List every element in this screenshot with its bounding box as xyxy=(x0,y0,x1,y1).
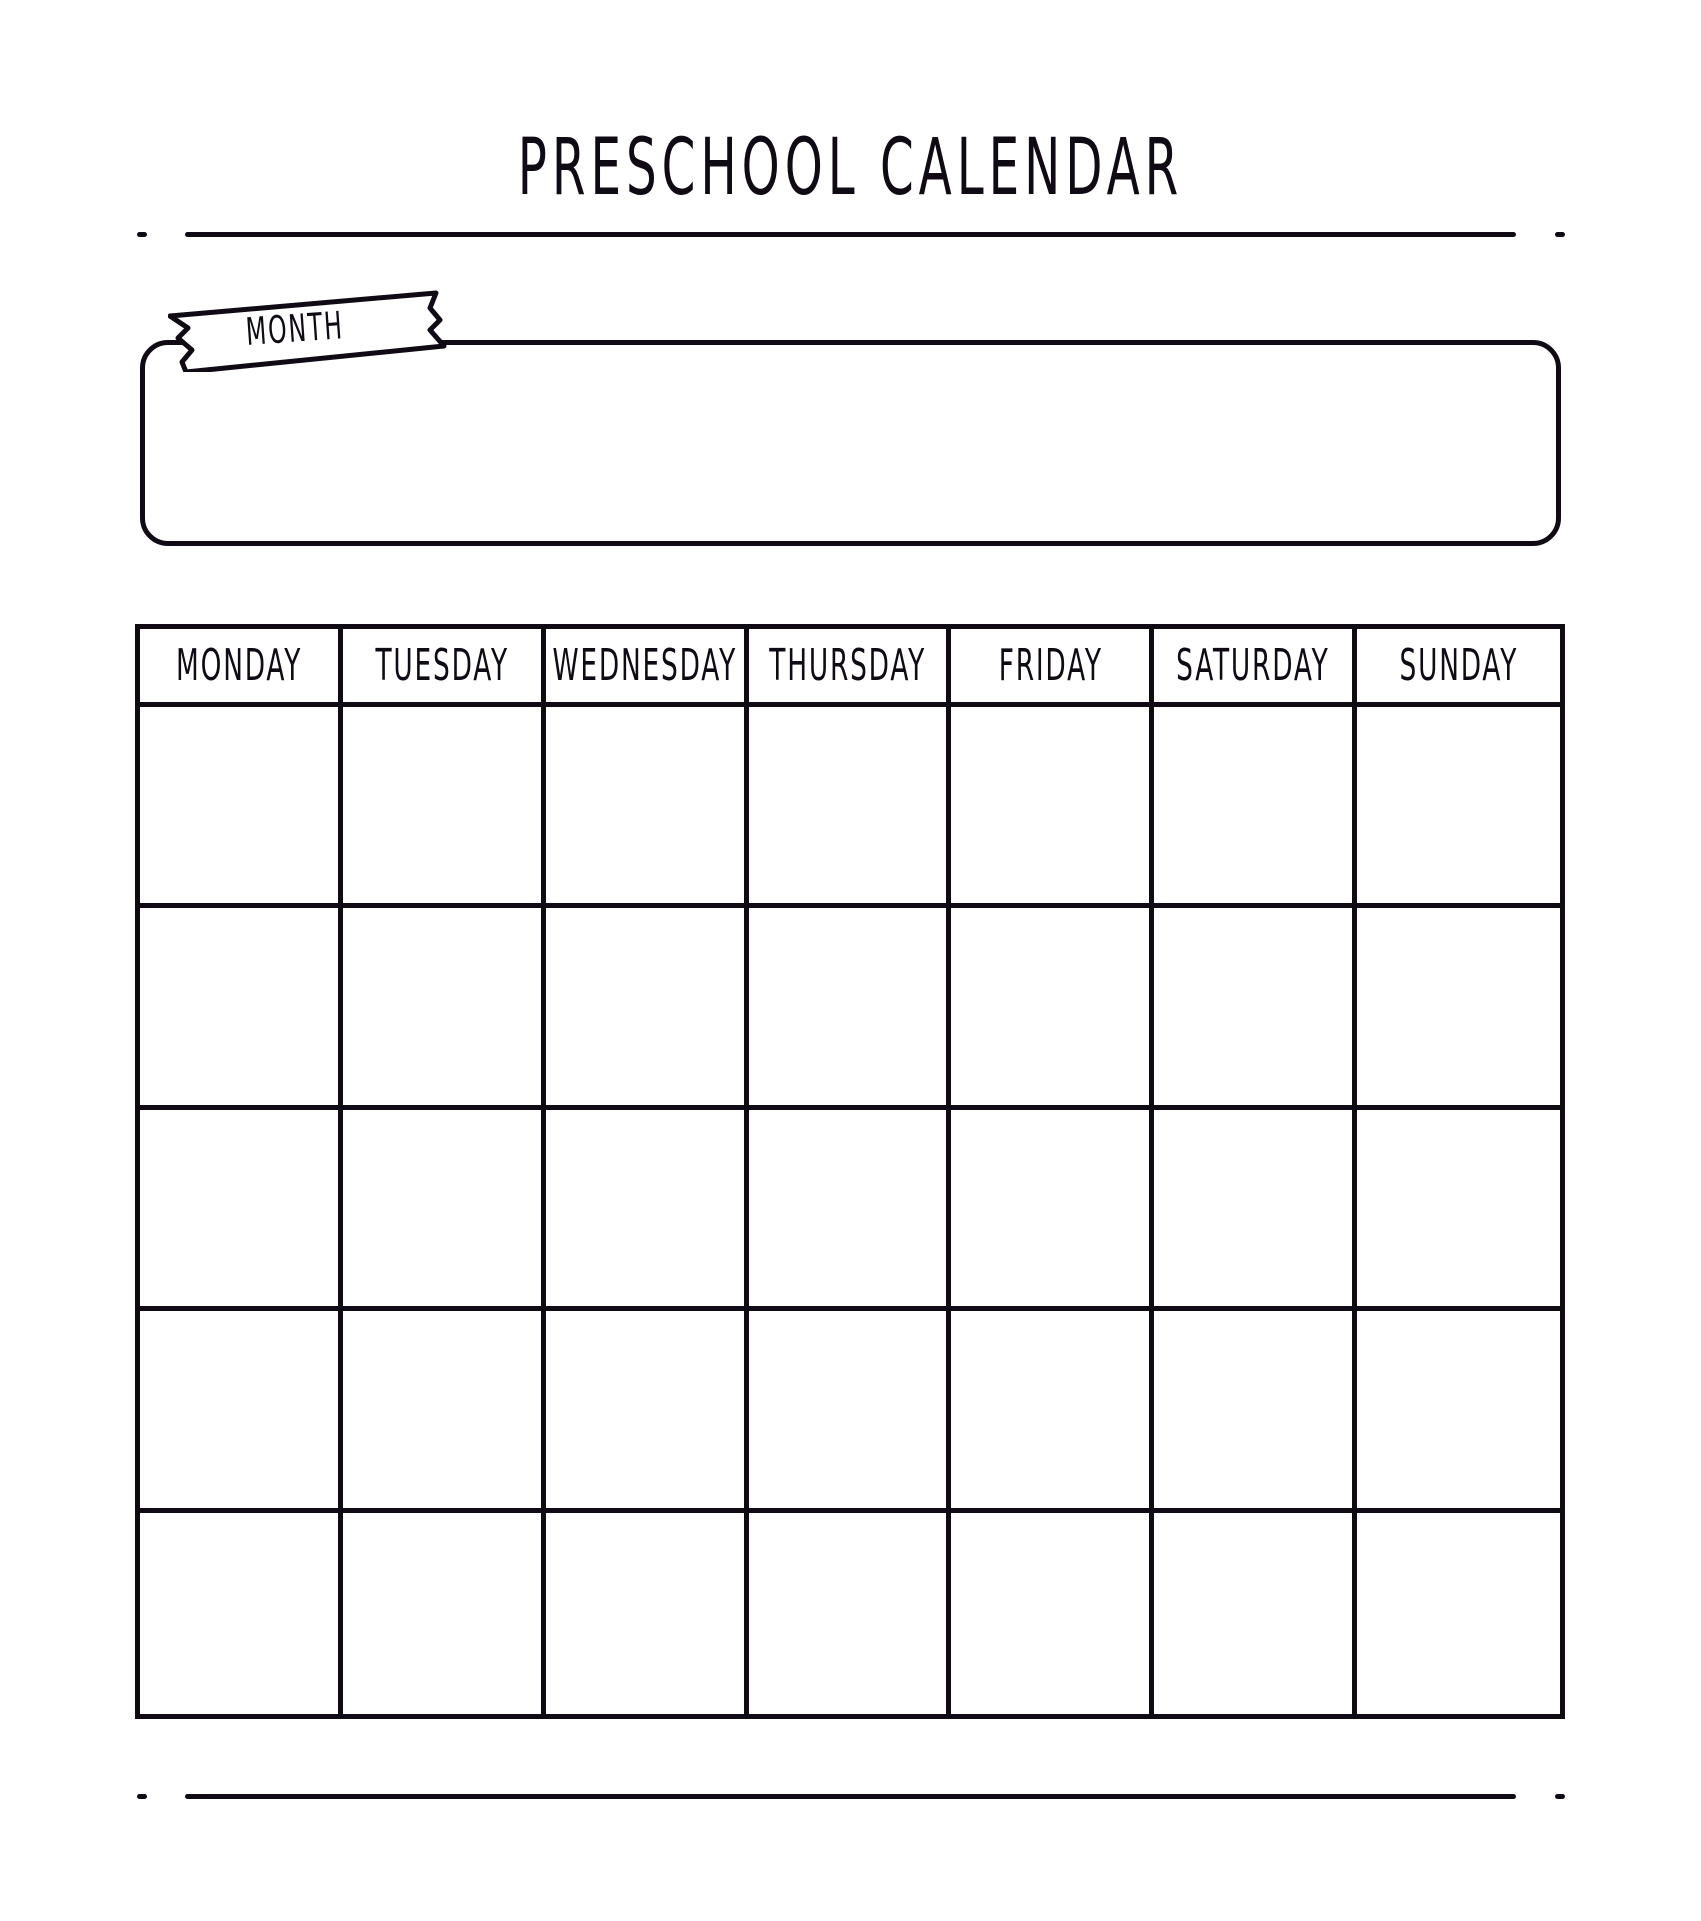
day-cell[interactable] xyxy=(951,1311,1154,1512)
day-cell[interactable] xyxy=(1357,1110,1560,1311)
day-cell[interactable] xyxy=(343,707,546,908)
day-cell[interactable] xyxy=(546,707,749,908)
day-cell[interactable] xyxy=(1357,1311,1560,1512)
weekday-label: FRIDAY xyxy=(998,640,1103,691)
day-cell[interactable] xyxy=(749,1110,952,1311)
day-cell[interactable] xyxy=(1357,908,1560,1109)
day-cell[interactable] xyxy=(1154,1513,1357,1714)
day-cell[interactable] xyxy=(1357,1513,1560,1714)
day-cell[interactable] xyxy=(343,1110,546,1311)
day-cell[interactable] xyxy=(1154,1311,1357,1512)
day-cell[interactable] xyxy=(749,908,952,1109)
day-cell[interactable] xyxy=(1154,908,1357,1109)
day-cell[interactable] xyxy=(343,1311,546,1512)
day-cell[interactable] xyxy=(140,707,343,908)
day-cell[interactable] xyxy=(343,908,546,1109)
month-tape-label xyxy=(168,290,450,372)
day-cell[interactable] xyxy=(1154,1110,1357,1311)
calendar-grid xyxy=(135,624,1565,1719)
bottom-rule-right-dash xyxy=(1555,1794,1565,1799)
day-cell[interactable] xyxy=(546,1311,749,1512)
weekday-header-sunday xyxy=(1357,629,1560,707)
day-cell[interactable] xyxy=(951,908,1154,1109)
weekday-label: WEDNESDAY xyxy=(552,640,737,691)
day-cell[interactable] xyxy=(951,707,1154,908)
day-cell[interactable] xyxy=(343,1513,546,1714)
weekday-header-wednesday xyxy=(546,629,749,707)
weekday-header-thursday xyxy=(749,629,952,707)
weekday-label: THURSDAY xyxy=(769,640,926,691)
weekday-label: TUESDAY xyxy=(375,640,509,691)
day-cell[interactable] xyxy=(749,1513,952,1714)
day-cell[interactable] xyxy=(546,1513,749,1714)
day-cell[interactable] xyxy=(1154,707,1357,908)
bottom-rule xyxy=(185,1794,1516,1799)
day-cell[interactable] xyxy=(1357,707,1560,908)
top-rule-left-dash xyxy=(137,232,147,237)
day-cell[interactable] xyxy=(951,1513,1154,1714)
top-rule-right-dash xyxy=(1555,232,1565,237)
day-cell[interactable] xyxy=(140,1311,343,1512)
weekday-label: MONDAY xyxy=(175,640,302,691)
weekday-header-saturday xyxy=(1154,629,1357,707)
day-cell[interactable] xyxy=(951,1110,1154,1311)
day-cell[interactable] xyxy=(749,707,952,908)
month-label: MONTH xyxy=(244,303,346,354)
day-cell[interactable] xyxy=(546,1110,749,1311)
day-cell[interactable] xyxy=(140,908,343,1109)
weekday-label: SUNDAY xyxy=(1399,640,1518,691)
top-rule xyxy=(185,232,1516,237)
weekday-header-monday xyxy=(140,629,343,707)
weekday-header-tuesday xyxy=(343,629,546,707)
day-cell[interactable] xyxy=(749,1311,952,1512)
weekday-header-friday xyxy=(951,629,1154,707)
day-cell[interactable] xyxy=(546,908,749,1109)
day-cell[interactable] xyxy=(140,1110,343,1311)
weekday-label: SATURDAY xyxy=(1176,640,1330,691)
day-cell[interactable] xyxy=(140,1513,343,1714)
page-title: PRESCHOOL CALENDAR xyxy=(517,123,1184,213)
bottom-rule-left-dash xyxy=(137,1794,147,1799)
